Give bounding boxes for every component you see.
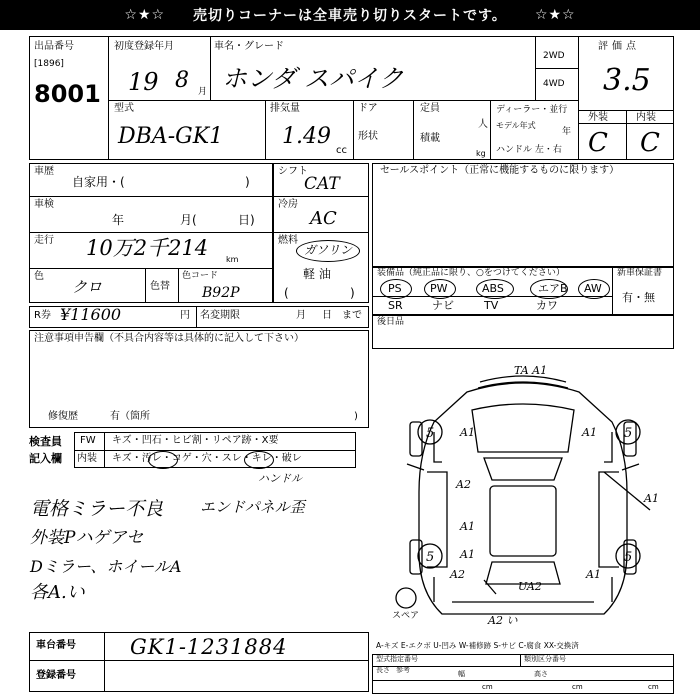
- circle-abs: [476, 279, 514, 299]
- history-close: ): [245, 175, 250, 189]
- ref-unit-2: cm: [572, 683, 583, 691]
- first-reg-month: 8: [175, 68, 189, 93]
- in-items: キズ・汚レ・コゲ・穴・スレ・キレ・破レ: [112, 453, 302, 464]
- diag-label-2: A1: [582, 426, 597, 439]
- circle-ps: [380, 279, 412, 299]
- door-label: ドア: [358, 103, 378, 114]
- inspector-label2: 記入欄: [29, 452, 62, 465]
- name-change-day: 日: [322, 310, 332, 321]
- circle-airbag: [530, 279, 568, 299]
- fuel-label: 燃料: [278, 235, 298, 246]
- diag-label-9: UA2: [518, 580, 542, 593]
- shaken-label: 車検: [34, 199, 54, 210]
- drive-2wd: 2WD: [543, 51, 565, 61]
- mileage-unit: km: [226, 255, 239, 264]
- lot-number: 8001: [34, 80, 101, 108]
- diag-label-3: A2: [456, 478, 471, 491]
- model-value: DBA-GK1: [118, 124, 224, 149]
- ext-label: 外装: [588, 112, 608, 123]
- fuel-light-oil: 軽 油: [303, 267, 331, 281]
- diag-circle-1: 5: [624, 426, 633, 441]
- repair-close: ): [354, 411, 358, 422]
- diag-circle-0: 5: [426, 426, 435, 441]
- shift-value: CAT: [304, 174, 340, 194]
- mileage-label: 走行: [34, 235, 54, 246]
- int-label: 内装: [636, 112, 656, 123]
- ref-row2: 長さ: [376, 666, 390, 674]
- fuel-paren-open: (: [284, 286, 289, 300]
- name-change-until: まで: [342, 310, 362, 321]
- diag-label-0: TA A1: [514, 364, 548, 377]
- banner-stars-left: ☆★☆: [124, 7, 166, 23]
- car-name-value: ホンダ スパイク: [222, 64, 404, 93]
- name-change-label: 名変期限: [200, 310, 240, 321]
- capacity-label: 定員: [420, 103, 440, 114]
- first-reg-month-unit: 月: [198, 87, 208, 97]
- ref-unit-3: cm: [648, 683, 659, 691]
- fw-items: キズ・凹石・ヒビ割・リペア跡・X要: [112, 435, 279, 446]
- history-label: 車歴: [34, 166, 54, 177]
- fuel-value: ガソリン: [304, 243, 353, 257]
- note-2: エンドパネル歪: [200, 498, 305, 516]
- warranty-label: 新車保証書: [617, 268, 663, 278]
- rear-label: 後日品: [377, 317, 405, 327]
- sales-point-frame: [372, 163, 674, 267]
- history-value: 自家用・(: [72, 175, 125, 189]
- door-shape-label: 形状: [358, 131, 378, 142]
- repair-label: 修復歴: [48, 411, 78, 422]
- equip-ps: PS: [388, 282, 402, 295]
- spare-label: スペア: [392, 611, 420, 621]
- shaken-month: 月(: [180, 213, 197, 227]
- ref-row1b: 類別区分番号: [524, 655, 566, 663]
- ref-ref: 参考: [396, 666, 410, 674]
- equip-navi: ナビ: [432, 299, 454, 312]
- diag-label-10: A2 い: [488, 614, 518, 627]
- warranty-value: 有・無: [622, 291, 655, 304]
- capacity-unit: 人: [478, 119, 488, 130]
- ref-row1a: 型式指定番号: [376, 655, 418, 663]
- ext-score: C: [588, 128, 608, 158]
- ac-label: 冷房: [278, 199, 298, 210]
- car-name-label: 車名・グレード: [214, 41, 284, 52]
- notes-frame: [29, 330, 369, 428]
- equip-airbag: エアB: [538, 282, 568, 295]
- banner-stars-right: ☆★☆: [534, 7, 576, 23]
- note-4: Dミラー、ホイールA: [30, 557, 182, 576]
- fw-label: FW: [80, 435, 96, 446]
- color-value: クロ: [72, 278, 103, 296]
- chassis-value: GK1-1231884: [130, 635, 288, 659]
- int-score: C: [640, 128, 660, 158]
- fuel-paren-close: ): [350, 286, 355, 300]
- color-label: 色: [34, 271, 44, 282]
- equip-tv: TV: [484, 299, 499, 312]
- load-label: 積載: [420, 133, 440, 144]
- diag-label-6: A1: [460, 548, 475, 561]
- name-change-month: 月: [296, 310, 306, 321]
- circle-aw: [578, 279, 610, 299]
- lot-label: 出品番号: [34, 41, 74, 52]
- equip-leather: カワ: [536, 299, 558, 312]
- ac-value: AC: [310, 208, 337, 229]
- diag-label-1: A1: [460, 426, 475, 439]
- note-1: 電格ミラー不良: [30, 498, 164, 520]
- diag-label-4: A1: [644, 492, 659, 505]
- shift-label: シフト: [278, 166, 308, 177]
- chassis-label: 車台番号: [36, 640, 76, 651]
- color-code-label: 色コード: [182, 271, 219, 281]
- score-label: 評価点: [598, 41, 640, 52]
- notes-label: 注意事項申告欄（不具合内容等は具体的に記入して下さい）: [34, 333, 304, 344]
- ref-unit-1: cm: [482, 683, 493, 691]
- ref-row3: 幅: [458, 670, 465, 678]
- displacement-label: 排気量: [270, 103, 300, 114]
- sales-point-label: セールスポイント（正常に機能するものに限ります）: [380, 165, 620, 176]
- drive-4wd: 4WD: [543, 79, 565, 89]
- banner-text: 売切りコーナーは全車売り切りスタートです。: [193, 8, 507, 24]
- diag-circle-3: 5: [624, 550, 633, 565]
- displacement-unit: cc: [336, 145, 347, 156]
- equip-aw: AW: [584, 282, 602, 295]
- recycle-label: R券: [34, 310, 51, 321]
- note-3: 外装Pハゲアセ: [30, 528, 144, 548]
- handle-note: ハンドル: [258, 472, 302, 485]
- shaken-year: 年: [112, 213, 125, 227]
- recycle-unit: 円: [180, 310, 190, 321]
- recycle-value: ¥11600: [60, 305, 122, 324]
- circle-dirt: [148, 451, 178, 469]
- color-change-label: 色替: [150, 281, 170, 292]
- load-unit: kg: [476, 149, 486, 158]
- equip-sr: SR: [388, 299, 403, 312]
- equipment-label: 装備品（純正品に限り、○をつけてください）: [377, 268, 565, 278]
- model-year-unit: 年: [562, 127, 572, 137]
- handle-label: ハンドル 左・右: [496, 145, 562, 155]
- in-label: 内装: [77, 453, 97, 464]
- first-reg-label: 初度登録年月: [114, 41, 174, 52]
- first-reg-year: 19: [128, 68, 159, 96]
- mileage-value: 10万2千214: [86, 236, 209, 260]
- diag-label-8: A1: [586, 568, 601, 581]
- legend-text: A-キズ E-エクボ U-凹み W-補修跡 S-サビ C-腐食 XX-交換済: [376, 641, 579, 650]
- lot-code: [1896]: [34, 59, 64, 69]
- displacement-value: 1.49: [282, 124, 331, 149]
- equip-abs: ABS: [482, 282, 504, 295]
- inspector-label: 検査員: [29, 435, 62, 448]
- rear-frame: [372, 315, 674, 349]
- dealer-label: ディーラー・並行: [496, 105, 568, 115]
- shaken-day: 日): [238, 213, 255, 227]
- diag-label-5: A1: [460, 520, 475, 533]
- top-banner: [0, 0, 700, 30]
- repair-value: 有（箇所: [110, 411, 150, 422]
- equip-pw: PW: [430, 282, 448, 295]
- diag-label-7: A2: [450, 568, 465, 581]
- model-year-label: モデル年式: [496, 121, 536, 130]
- ref-row4: 高さ: [534, 670, 548, 678]
- note-5: 各A.い: [30, 582, 85, 603]
- color-code-value: B92P: [202, 285, 240, 301]
- score-value: 3.5: [603, 63, 651, 98]
- registration-label: 登録番号: [36, 670, 76, 681]
- circle-scuff: [244, 451, 274, 469]
- model-label: 型式: [114, 103, 134, 114]
- circle-pw: [424, 279, 456, 299]
- diag-circle-2: 5: [426, 550, 435, 565]
- car-diagram: [372, 352, 674, 642]
